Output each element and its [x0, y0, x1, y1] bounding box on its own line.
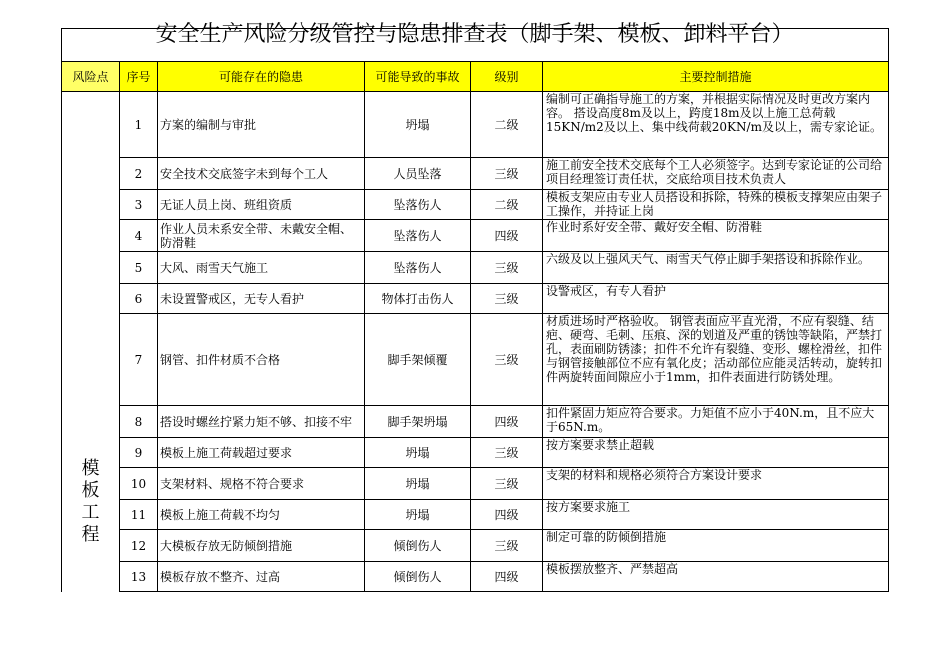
cell-level: 四级: [471, 406, 543, 438]
cell-seq: 11: [120, 500, 158, 530]
cell-level: 四级: [471, 562, 543, 592]
cell-measures: 模板支架应由专业人员搭设和拆除，特殊的模板支撑架应由架子工操作，并持证上岗: [543, 190, 889, 220]
cell-hazard: 未设置警戒区，无专人看护: [158, 284, 365, 314]
cell-measures: 按方案要求施工: [543, 500, 889, 530]
cell-seq: 7: [120, 314, 158, 406]
table-row: [62, 284, 889, 314]
cell-seq: 2: [120, 158, 158, 190]
cell-measures: 施工前安全技术交底每个工人必须签字。达到专家论证的公司给项目经理签订责任状，交底给项目技术负责人: [543, 158, 889, 190]
table-row: [62, 158, 889, 190]
cell-level: 二级: [471, 92, 543, 158]
cell-level: 四级: [471, 500, 543, 530]
risk-point-char: 板: [81, 479, 100, 501]
cell-hazard: 无证人员上岗、班组资质: [158, 190, 365, 220]
cell-seq: 3: [120, 190, 158, 220]
table-row: [62, 92, 889, 158]
table-row: [62, 314, 889, 406]
cell-accident: 倾倒伤人: [365, 562, 471, 592]
cell-measures: 按方案要求禁止超载: [543, 438, 889, 468]
cell-measures: 支架的材料和规格必须符合方案设计要求: [543, 468, 889, 500]
cell-level: 三级: [471, 158, 543, 190]
cell-level: 三级: [471, 314, 543, 406]
cell-accident: 倾倒伤人: [365, 530, 471, 562]
cell-level: 四级: [471, 220, 543, 252]
cell-accident: 人员坠落: [365, 158, 471, 190]
cell-accident: 坍塌: [365, 438, 471, 468]
risk-point-char: 工: [81, 501, 100, 523]
table-row: [62, 438, 889, 468]
cell-hazard: 方案的编制与审批: [158, 92, 365, 158]
col-header-accident: 可能导致的事故: [365, 62, 471, 92]
cell-measures: 六级及以上强风天气、雨雪天气停止脚手架搭设和拆除作业。: [543, 252, 889, 284]
cell-level: 三级: [471, 284, 543, 314]
cell-hazard: 支架材料、规格不符合要求: [158, 468, 365, 500]
table-row: [62, 406, 889, 438]
cell-measures: 模板摆放整齐、严禁超高: [543, 562, 889, 592]
cell-accident: 坍塌: [365, 500, 471, 530]
cell-level: 三级: [471, 530, 543, 562]
cell-level: 三级: [471, 468, 543, 500]
cell-hazard: 大风、雨雪天气施工: [158, 252, 365, 284]
col-header-seq: 序号: [120, 62, 158, 92]
cell-hazard: 安全技术交底签字未到每个工人: [158, 158, 365, 190]
cell-measures: 设警戒区，有专人看护: [543, 284, 889, 314]
col-header-risk-point: 风险点: [62, 62, 120, 92]
cell-hazard: 搭设时螺丝拧紧力矩不够、扣接不牢: [158, 406, 365, 438]
risk-table: [61, 61, 889, 592]
risk-point-group: [62, 92, 120, 592]
cell-accident: 坠落伤人: [365, 190, 471, 220]
cell-seq: 12: [120, 530, 158, 562]
cell-seq: 13: [120, 562, 158, 592]
cell-measures: 作业时系好安全带、戴好安全帽、防滑鞋: [543, 220, 889, 252]
cell-accident: 坠落伤人: [365, 252, 471, 284]
cell-seq: 1: [120, 92, 158, 158]
cell-accident: 脚手架坍塌: [365, 406, 471, 438]
cell-seq: 5: [120, 252, 158, 284]
cell-hazard: 模板上施工荷载不均匀: [158, 500, 365, 530]
risk-point-char: 模: [81, 457, 100, 479]
page-title: 安全生产风险分级管控与隐患排查表（脚手架、模板、卸料平台）: [155, 22, 794, 47]
cell-measures: 制定可靠的防倾倒措施: [543, 530, 889, 562]
cell-measures: 编制可正确指导施工的方案，并根据实际情况及时更改方案内容。 搭设高度8m及以上，跨度18m及以上施工总荷载15KN/m2及以上、集中线荷载20KN/m及以上，需专家论证。: [543, 92, 889, 158]
cell-accident: 物体打击伤人: [365, 284, 471, 314]
table-row: [62, 190, 889, 220]
table-row: [62, 500, 889, 530]
cell-accident: 坍塌: [365, 468, 471, 500]
cell-measures: 材质进场时严格验收。 钢管表面应平直光滑，不应有裂缝、结疤、硬弯、毛刺、压痕、深的划道及严重的锈蚀等缺陷，严禁打孔，表面刷防锈漆；扣件不允许有裂缝、变形、螺栓滑丝，扣件与钢管接触部位不应有氧化皮；活动部位应能灵活转动，旋转扣件两旋转面间隙应小于1mm，扣件表面进行防锈处理。: [543, 314, 889, 406]
table-row: [62, 220, 889, 252]
cell-seq: 10: [120, 468, 158, 500]
cell-level: 二级: [471, 190, 543, 220]
cell-level: 三级: [471, 438, 543, 468]
table-row: [62, 468, 889, 500]
cell-accident: 坠落伤人: [365, 220, 471, 252]
cell-hazard: 作业人员未系安全带、未戴安全帽、防滑鞋: [158, 220, 365, 252]
cell-level: 三级: [471, 252, 543, 284]
col-header-level: 级别: [471, 62, 543, 92]
cell-hazard: 大模板存放无防倾倒措施: [158, 530, 365, 562]
col-header-measures: 主要控制措施: [543, 62, 889, 92]
cell-hazard: 钢管、扣件材质不合格: [158, 314, 365, 406]
cell-measures: 扣件紧固力矩应符合要求。力矩值不应小于40N.m，且不应大于65N.m。: [543, 406, 889, 438]
cell-hazard: 模板存放不整齐、过高: [158, 562, 365, 592]
cell-seq: 9: [120, 438, 158, 468]
table-row: [62, 530, 889, 562]
cell-accident: 坍塌: [365, 92, 471, 158]
col-header-hazard: 可能存在的隐患: [158, 62, 365, 92]
cell-seq: 6: [120, 284, 158, 314]
risk-point-char: 程: [81, 523, 100, 545]
cell-hazard: 模板上施工荷载超过要求: [158, 438, 365, 468]
cell-accident: 脚手架倾覆: [365, 314, 471, 406]
cell-seq: 4: [120, 220, 158, 252]
header-row: [62, 62, 889, 92]
table-row: [62, 252, 889, 284]
cell-seq: 8: [120, 406, 158, 438]
table-row: [62, 562, 889, 592]
